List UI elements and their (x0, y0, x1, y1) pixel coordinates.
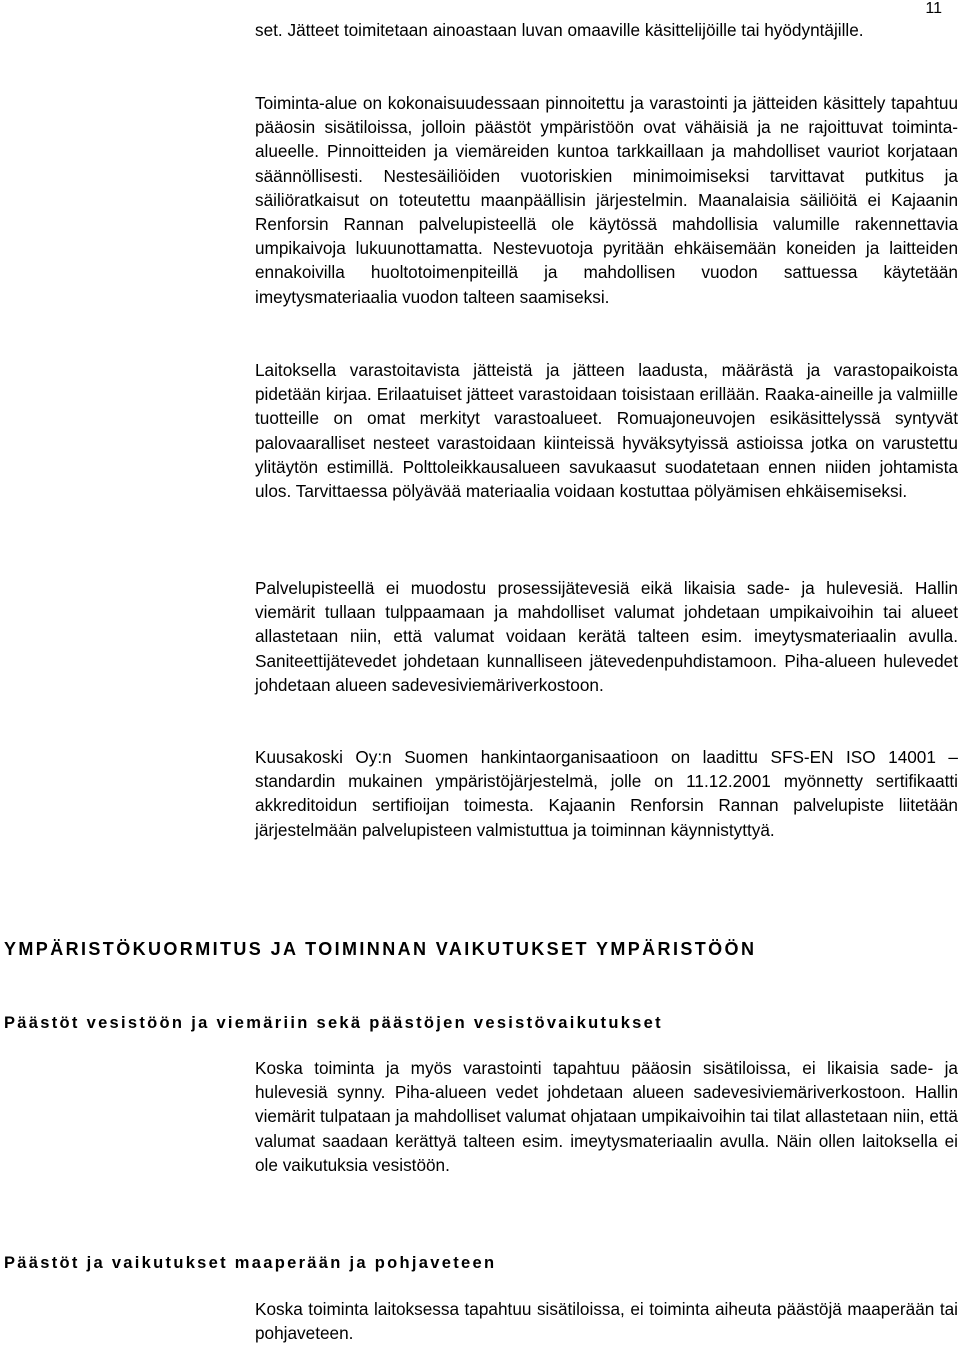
paragraph-text: Laitoksella varastoitavista jätteistä ja jätteen laadusta, määrästä ja varastopaikoista pidetään kirjaa. Erilaatuiset jätteet varastoidaan toisistaan erillään. Raaka-aineille ja valmiille tuotteille on omat merkityt varastoalueet. Romuajoneuvojen esikäsittelyssä syntyvät palovaaralliset nesteet varastoidaan kiinteissä hyväksytyissä astioissa jotka on varustettu ylitäytön estimillä. Polttoleikkausalueen savukaasut suodatetaan ennen niiden johtamista ulos. Tarvittaessa pölyävää materiaalia voidaan kostuttaa pölyämisen ehkäisemiseksi. (255, 360, 958, 502)
paragraph-soil-groundwater (255, 1297, 958, 1345)
subsection-heading-water-emissions: Päästöt vesistöön ja viemäriin sekä päästöjen vesistövaikutukset (4, 1014, 663, 1032)
paragraph-wastewater (255, 576, 958, 697)
page-number: 11 (925, 0, 942, 17)
paragraph-iso-certification (255, 745, 958, 842)
paragraph-water-emissions (255, 1056, 958, 1177)
subsection-heading-soil-groundwater: Päästöt ja vaikutukset maaperään ja pohjaveteen (4, 1254, 497, 1272)
paragraph-site-surfaces (255, 91, 958, 309)
paragraph-text: Toiminta-alue on kokonaisuudessaan pinnoitettu ja varastointi ja jätteiden käsittely tapahtuu pääosin sisätiloissa, jolloin päästöt ympäristöön ovat vähäisiä ja ne rajoittuvat toiminta-alueelle. Pinnoitteiden ja viemäreiden kuntoa tarkkaillaan ja mahdolliset vauriot korjataan säännöllisesti. Nestesäiliöiden vuotoriskien minimoimiseksi tarvittavat putkitus ja säiliöratkaisut on toteutettu maanpäällisin järjestelmin. Maanalaisia säiliöitä ei Kajaanin Renforsin Rannan palvelupisteellä ole käytössä mahdollisia valumille rakennettavia umpikaivoja lukuunottamatta. Nestevuotoja pyritään ehkäisemään koneiden ja laitteiden ennakoivilla huoltotoimenpiteillä ja mahdollisen vuodon sattuessa käytetään imeytysmateriaalia vuodon talteen saamiseksi. (255, 93, 958, 307)
paragraph-continuation (255, 18, 958, 42)
paragraph-text: set. Jätteet toimitetaan ainoastaan luvan omaaville käsittelijöille tai hyödyntäjille. (255, 20, 864, 40)
paragraph-text: Koska toiminta ja myös varastointi tapahtuu pääosin sisätiloissa, ei likaisia sade- ja hulevesiä synny. Piha-alueen vedet johdetaan alueen sadevesiviemäriverkostoon. Hallin viemärit tulpataan ja mahdolliset valumat ohjataan umpikaivoihin tai tilat allastetaan niin, että valumat saadaan kerättyä talteen esim. imeytysmateriaalin avulla. Näin ollen laitoksella ei ole vaikutuksia vesistöön. (255, 1058, 958, 1175)
paragraph-text: Kuusakoski Oy:n Suomen hankintaorganisaatioon on laadittu SFS-EN ISO 14001 –standardin mukainen ympäristöjärjestelmä, jolle on 11.12.2001 myönnetty sertifikaatti akkreditoidun sertifioijan toimesta. Kajaanin Renforsin Rannan palvelupiste liitetään järjestelmään palvelupisteen valmistuttua ja toiminnan käynnistyttyä. (255, 747, 958, 840)
paragraph-text: Koska toiminta laitoksessa tapahtuu sisätiloissa, ei toiminta aiheuta päästöjä maaperään tai pohjaveteen. (255, 1299, 958, 1344)
section-heading: YMPÄRISTÖKUORMITUS JA TOIMINNAN VAIKUTUKSET YMPÄRISTÖÖN (4, 939, 757, 959)
paragraph-text: Palvelupisteellä ei muodostu prosessijätevesiä eikä likaisia sade- ja hulevesiä. Hallin viemärit tullaan tulppaamaan ja mahdolliset valumat johdetaan umpikaivoihin tai alueet allastetaan niin, että valumat voidaan kerätä talteen esim. imeytysmateriaalin avulla. Saniteettijätevedet johdetaan kunnalliseen jätevedenpuhdistamoon. Piha-alueen hulevedet johdetaan alueen sadevesiviemäriverkostoon. (255, 578, 958, 695)
paragraph-waste-storage (255, 358, 958, 503)
